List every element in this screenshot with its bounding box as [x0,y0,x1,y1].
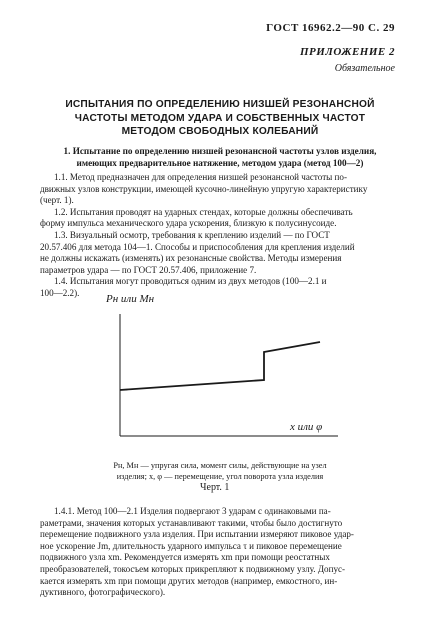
body-text-top [40,172,400,300]
text-line: не должны искажать (изменять) их резонансные свойства. Методы измерения [40,253,342,264]
page-header: ГОСТ 16962.2—90 С. 29 [266,22,395,34]
text-line: 20.57.406 для метода 104—1. Способы и приспособления для крепления изделий [40,241,355,252]
caption-line: Pн, Мн — упругая сила, момент силы, действующие на узел [113,461,327,470]
text-line: ное ускорение Jm, длительность ударного импульса τ и пиковое перемещение [40,540,342,551]
x-axis-label: х или φ [290,421,323,433]
text-line: кается измерять xm при помощи других методов (например, емкостного, ин- [40,575,338,586]
document-title [40,98,400,139]
text-line: преобразователей, токосъем которых прикрепляют к подвижному узлу. Допус- [40,563,346,574]
figure-label: Черт. 1 [200,482,230,493]
text-line: 100—2.2). [40,287,80,298]
text-line: дуктивного, фотографического). [40,587,166,598]
text-line: (черт. 1). [40,195,74,206]
appendix-status: Обязательное [334,63,395,74]
text-line: форму импульса механического удара ускорения, близкую к полусинусоиде. [40,218,337,229]
text-line: параметров удара — по ГОСТ 20.57.406, приложение 7. [40,264,257,275]
text-line: 1.2. Испытания проводят на ударных стендах, которые должны обеспечивать [54,206,353,217]
title-line: МЕТОДОМ СВОБОДНЫХ КОЛЕБАНИЙ [121,126,319,137]
characteristic-graph [90,286,360,456]
text-line: подвижного узла xm. Рекомендуется измерять xm при помощи реостатных [40,552,330,563]
y-axis-label: Pн или Мн [106,293,155,305]
title-line: ИСПЫТАНИЯ ПО ОПРЕДЕЛЕНИЮ НИЗШЕЙ РЕЗОНАНСНОЙ [65,99,375,110]
section-heading-line: имеющих предварительное натяжение, методом удара (метод 100—2) [76,157,364,168]
text-line: 1.4. Испытания могут проводиться одним из двух методов (100—2.1 и [54,276,327,287]
figure-caption [60,461,380,482]
text-line: 1.1. Метод предназначен для определения низшей резонансной частоты по- [54,172,347,182]
text-line: 1.3. Визуальный осмотр, требования к креплению изделий — по ГОСТ [54,229,330,240]
section-1-heading [40,146,400,169]
text-line: раметрами, значения которых устанавливают такими, чтобы было достигнуто [40,517,343,528]
text-line: 1.4.1. Метод 100—2.1 Изделия подвергают 3 ударам с одинаковыми па- [54,506,331,516]
section-heading-line: 1. Испытание по определению низшей резонансной частоты узлов изделия, [63,146,377,156]
text-line: движных узлов конструкции, имеющей кусочно-линейную упругую характеристику [40,183,368,194]
characteristic-curve [120,342,320,390]
title-line: ЧАСТОТЫ МЕТОДОМ УДАРА И СОБСТВЕННЫХ ЧАСТОТ [74,112,366,124]
text-line: перемещение подвижного узла изделия. При испытании измеряют пиковое удар- [40,529,354,540]
caption-line: изделия; х, φ — перемещение, угол поворота узла изделия [116,471,324,481]
body-text-bottom [40,506,400,599]
appendix-label: ПРИЛОЖЕНИЕ 2 [299,46,395,58]
figure-1 [90,286,360,461]
